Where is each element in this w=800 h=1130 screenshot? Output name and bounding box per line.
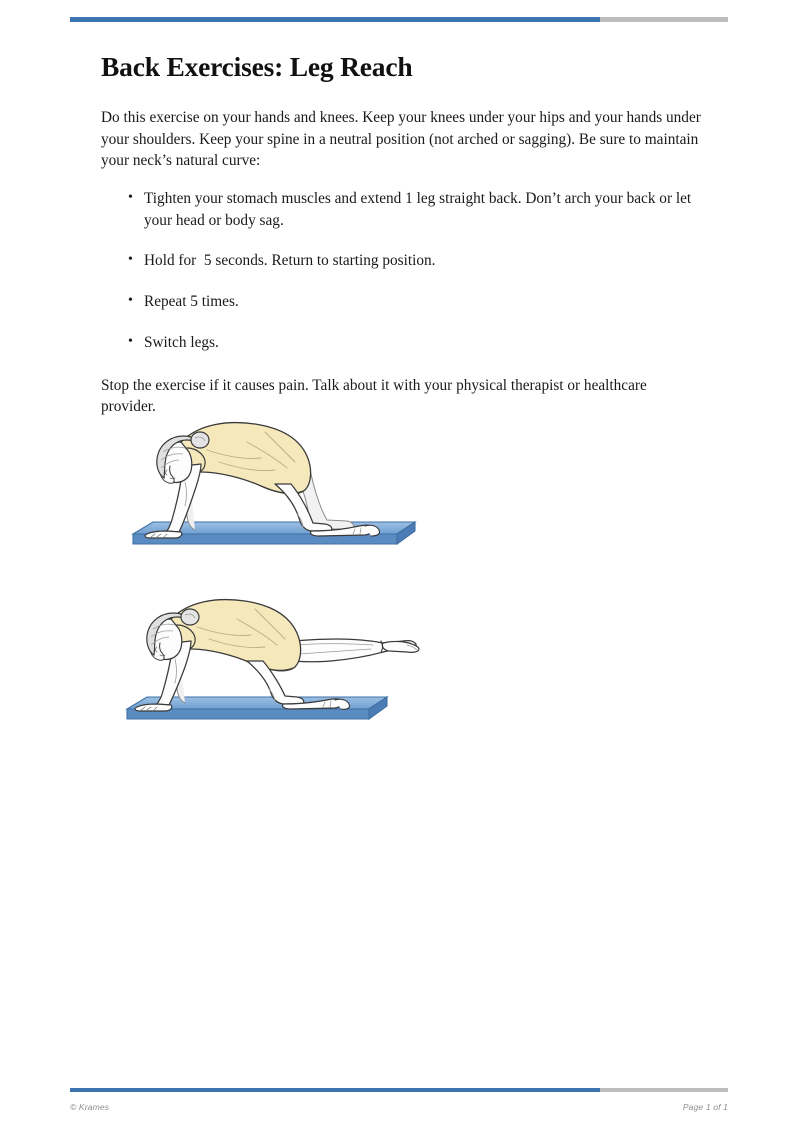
footer-rule-blue-segment [70, 1088, 600, 1092]
illustration-leg-extended [115, 583, 435, 733]
footer [70, 1102, 728, 1112]
list-item: • Switch legs. [101, 332, 701, 354]
list-item: • Tighten your stomach muscles and extend 1 leg straight back. Don’t arch your back or let your head or body sag. [101, 188, 701, 231]
illustration-start-position [115, 398, 435, 558]
exercise-steps-list [101, 188, 701, 354]
page-indicator: Page 1 of 1 [682, 1102, 728, 1112]
intro-paragraph: Do this exercise on your hands and knees. Keep your knees under your hips and your hands under your shoulders. Keep your spine in a neutral position (not arched or sagging). Be sure to maintain your neck’s natural curve: [101, 108, 705, 170]
figure-hands-and-knees-start-position [115, 398, 435, 558]
list-item: • Hold for 5 seconds. Return to starting position. [101, 250, 701, 272]
closing-paragraph: Stop the exercise if it causes pain. Talk about it with your physical therapist or healthcare provider. [101, 376, 651, 416]
header-rule [70, 17, 728, 22]
copyright-notice: © Krames [70, 1102, 110, 1112]
page-title: Back Exercises: Leg Reach [101, 51, 413, 82]
document-content [101, 51, 705, 418]
footer-rule [70, 1088, 728, 1092]
figure-leg-extended-back [115, 583, 435, 733]
list-item: • Repeat 5 times. [101, 291, 701, 313]
footer-rule-gray-segment [600, 1088, 728, 1092]
header-rule-gray-segment [600, 17, 728, 22]
illustrations-group [101, 398, 721, 733]
header-rule-blue-segment [70, 17, 600, 22]
